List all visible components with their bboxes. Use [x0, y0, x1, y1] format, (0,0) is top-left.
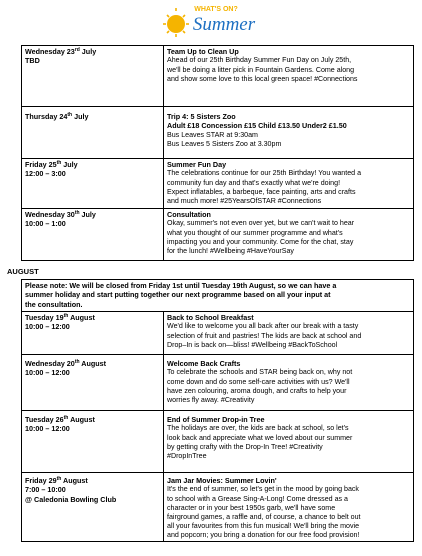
event-details-cell: End of Summer Drop-in Tree The holidays are over, the kids are back at school, so let's look back and appreciate what we loved about our summer by getting crafty with the Drop-In Tree! #Creativity #DropInTree — [164, 411, 414, 473]
event-row — [22, 411, 414, 473]
event-title: Welcome Back Crafts — [167, 359, 241, 368]
event-row — [22, 355, 414, 411]
event-row — [22, 107, 414, 159]
august-events-table — [21, 279, 414, 542]
event-row — [22, 312, 414, 355]
whats-on-summer-logo — [160, 2, 264, 38]
event-details-cell: Jam Jar Movies: Summer Lovin' It's the end of summer, so let's get in the mood by going back to school with a Grease Sing-A-Long! Come dressed as a character or in your best 1950s garb, we'll have some fairground games, a raffle and, of course, a chance to belt out all your favourites from this fun musical! We'll bring the movie and popcorn; you bring a donation for our free food provision! — [164, 473, 414, 542]
sun-icon — [163, 8, 189, 37]
event-row — [22, 159, 414, 209]
event-details-cell: Consultation Okay, summer's not even over yet, but we can't wait to hear what you thought of our summer programme and what's impacting you and your community. Come for the chat, stay for the lunch! #Wellbeing #HaveYourSay — [164, 209, 414, 261]
event-title: Back to School Breakfast — [167, 313, 254, 322]
event-time: 10:00 – 1:00 — [25, 219, 66, 229]
event-date-cell: Friday 25th July 12:00 – 3:00 — [22, 159, 164, 209]
event-time: 10:00 – 12:00 — [25, 322, 70, 332]
event-details-cell: Team Up to Clean Up Ahead of our 25th Birthday Summer Fun Day on July 25th, we'll be doing a litter pick in Fountain Gardens. Come along and show some love to this local green space! #Connections — [164, 46, 414, 107]
event-details-cell: Back to School Breakfast We'd like to welcome you all back after our break with a tasty selection of fruit and pastries! The kids are back at school and Drop–In is back on—bliss! #Wellbeing #BackToSchool — [164, 312, 414, 355]
event-title: Trip 4: 5 Sisters Zoo — [167, 112, 236, 121]
event-time: 12:00 – 3:00 — [25, 169, 66, 179]
event-title: Consultation — [167, 210, 211, 219]
event-details-cell: Trip 4: 5 Sisters Zoo Adult £18 Concession £15 Child £13.50 Under2 £1.50 Bus Leaves STAR at 9:30am Bus Leaves 5 Sisters Zoo at 3.30pm — [164, 107, 414, 159]
event-date-cell: Wednesday 30th July 10:00 – 1:00 — [22, 209, 164, 261]
event-title: Team Up to Clean Up — [167, 47, 239, 56]
event-row — [22, 46, 414, 107]
event-date-cell: Wednesday 20th August 10:00 – 12:00 — [22, 355, 164, 411]
closure-note-row — [22, 280, 414, 312]
event-prices: Adult £18 Concession £15 Child £13.50 Under2 £1.50 — [167, 121, 347, 131]
event-details-cell: Summer Fun Day The celebrations continue for our 25th Birthday! You wanted a community fun day and that's exactly what we're doing! Expect inflatables, a barbeque, face painting, arts and crafts and much more! #25YearsOfSTAR #Connections — [164, 159, 414, 209]
event-date-cell: Friday 29th August 7:00 – 10:00 @ Caledonia Bowling Club — [22, 473, 164, 542]
event-row — [22, 473, 414, 542]
event-title: Jam Jar Movies: Summer Lovin' — [167, 476, 277, 485]
july-events-table — [21, 45, 414, 261]
event-date-cell: Tuesday 19th August 10:00 – 12:00 — [22, 312, 164, 355]
event-title: Summer Fun Day — [167, 160, 227, 169]
event-date-cell: Thursday 24th July — [22, 107, 164, 159]
logo-main-text: Summer — [192, 14, 256, 35]
event-date-cell: Tuesday 26th August 10:00 – 12:00 — [22, 411, 164, 473]
event-time: 10:00 – 12:00 — [25, 368, 70, 378]
event-title: End of Summer Drop-in Tree — [167, 415, 265, 424]
event-time: TBD — [25, 56, 40, 66]
event-time: 7:00 – 10:00 — [25, 485, 66, 495]
logo-top-text: WHAT'S ON? — [194, 6, 238, 13]
event-date-cell: Wednesday 23rd July TBD — [22, 46, 164, 107]
event-row — [22, 209, 414, 261]
august-heading: AUGUST — [7, 267, 39, 276]
event-time: 10:00 – 12:00 — [25, 424, 70, 434]
event-venue: @ Caledonia Bowling Club — [25, 494, 117, 504]
closure-note: Please note: We will be closed from Friday 1st until Tuesday 19th August, so we can have a summer holiday and start putting together our next programme based on all your input at the consultation. — [22, 280, 414, 312]
event-details-cell: Welcome Back Crafts To celebrate the schools and STAR being back on, why not come down and do some self-care activities with us? We'll have zen colouring, aroma dough, and crafts to help your worries fly away. #Creativity — [164, 355, 414, 411]
